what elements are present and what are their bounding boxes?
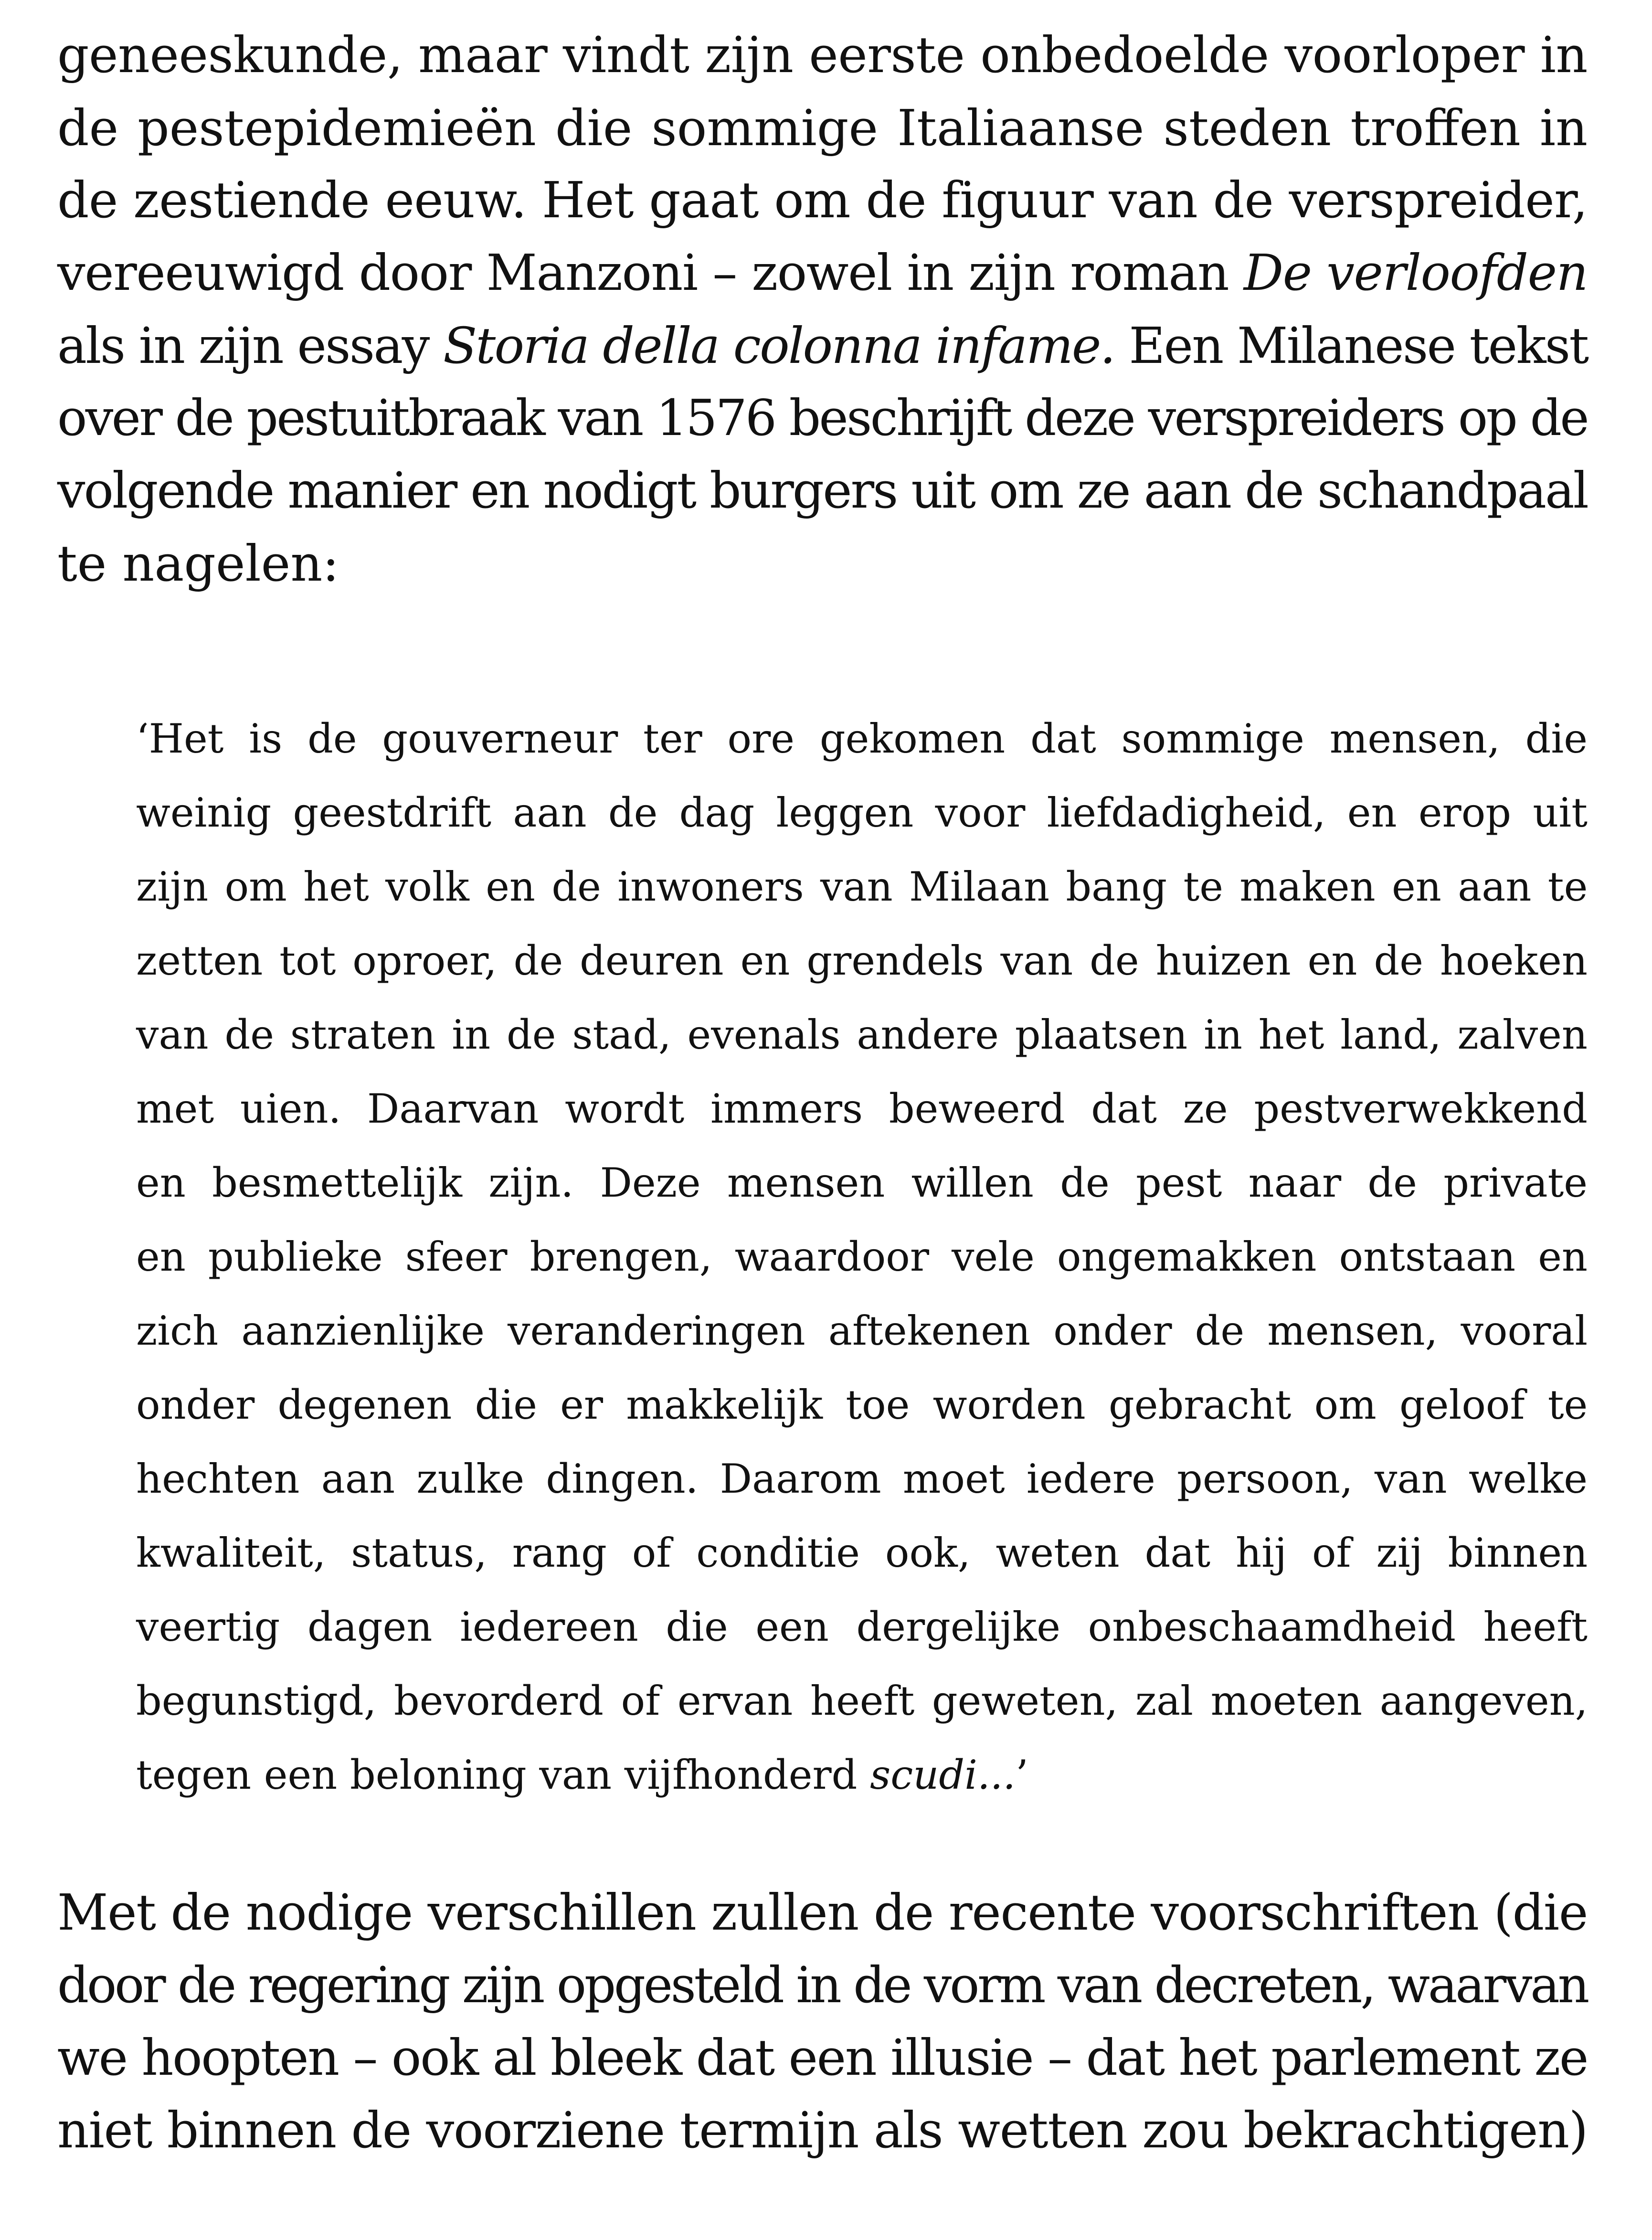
text-segment: tegen een beloning van vijfhonderd <box>136 1752 870 1798</box>
text-line: geneeskunde, maar vindt zijn eerste onbedoelde voorloper in <box>57 26 1588 84</box>
quote-line: met uien. Daarvan wordt immers beweerd dat ze pestverwekkend <box>136 1085 1588 1132</box>
quote-line: begunstigd, bevorderd of ervan heeft geweten, zal moeten aangeven, <box>136 1677 1588 1724</box>
quote-line: zetten tot oproer, de deuren en grendels van de huizen en de hoeken <box>136 937 1588 984</box>
closing-quote: ’ <box>1016 1752 1028 1798</box>
quote-line: zich aanzienlijke veranderingen aftekenen onder de mensen, vooral <box>136 1307 1588 1354</box>
text-line <box>57 309 1588 382</box>
currency-italic: scudi... <box>870 1752 1016 1798</box>
quote-line: en publieke sfeer brengen, waardoor vele ongemakken ontstaan en <box>136 1233 1588 1280</box>
text-line: we hoopten – ook al bleek dat een illusie – dat het parlement ze <box>57 2029 1588 2087</box>
essay-title-italic: Storia della colonna infame. <box>443 317 1115 375</box>
text-line: de pestepidemieën die sommige Italiaanse steden troffen in <box>57 99 1588 157</box>
quote-line: weinig geestdrift aan de dag leggen voor liefdadigheid, en erop uit <box>136 789 1588 836</box>
text-line <box>57 237 1588 309</box>
block-quote <box>136 702 1588 1812</box>
book-title-italic: De verloofden <box>1243 244 1588 302</box>
text-line: de zestiende eeuw. Het gaat om de figuur van de verspreider, <box>57 172 1588 229</box>
quote-line: onder degenen die er makkelijk toe worden gebracht om geloof te <box>136 1381 1588 1428</box>
text-segment: Een Milanese tekst <box>1114 317 1588 375</box>
text-segment: als in zijn essay <box>57 317 443 375</box>
quote-line: zijn om het volk en de inwoners van Milaan bang te maken en aan te <box>136 863 1588 910</box>
quote-line <box>136 1738 1588 1812</box>
quote-line: van de straten in de stad, evenals andere plaatsen in het land, zalven <box>136 1011 1588 1058</box>
paragraph-1 <box>57 19 1588 600</box>
text-segment: vereeuwigd door Manzoni – zowel in zijn roman <box>57 244 1244 302</box>
text-line: volgende manier en nodigt burgers uit om ze aan de schandpaal <box>57 462 1588 520</box>
text-line: niet binnen de voorziene termijn als wetten zou bekrachtigen) <box>57 2102 1588 2159</box>
quote-line: ‘Het is de gouverneur ter ore gekomen dat sommige mensen, die <box>136 715 1588 762</box>
quote-line: en besmettelijk zijn. Deze mensen willen de pest naar de private <box>136 1159 1588 1206</box>
text-line: door de regering zijn opgesteld in de vorm van decreten, waarvan <box>57 1957 1588 2014</box>
text-line: over de pestuitbraak van 1576 beschrijft deze verspreiders op de <box>57 390 1588 447</box>
text-line: Met de nodige verschillen zullen de recente voorschriften (die <box>57 1884 1588 1942</box>
text-line: te nagelen: <box>57 534 339 593</box>
quote-line: kwaliteit, status, rang of conditie ook, weten dat hij of zij binnen <box>136 1529 1588 1576</box>
paragraph-2 <box>57 1877 1588 2167</box>
quote-line: veertig dagen iedereen die een dergelijke onbeschaamdheid heeft <box>136 1603 1588 1650</box>
quote-line: hechten aan zulke dingen. Daarom moet iedere persoon, van welke <box>136 1455 1588 1502</box>
